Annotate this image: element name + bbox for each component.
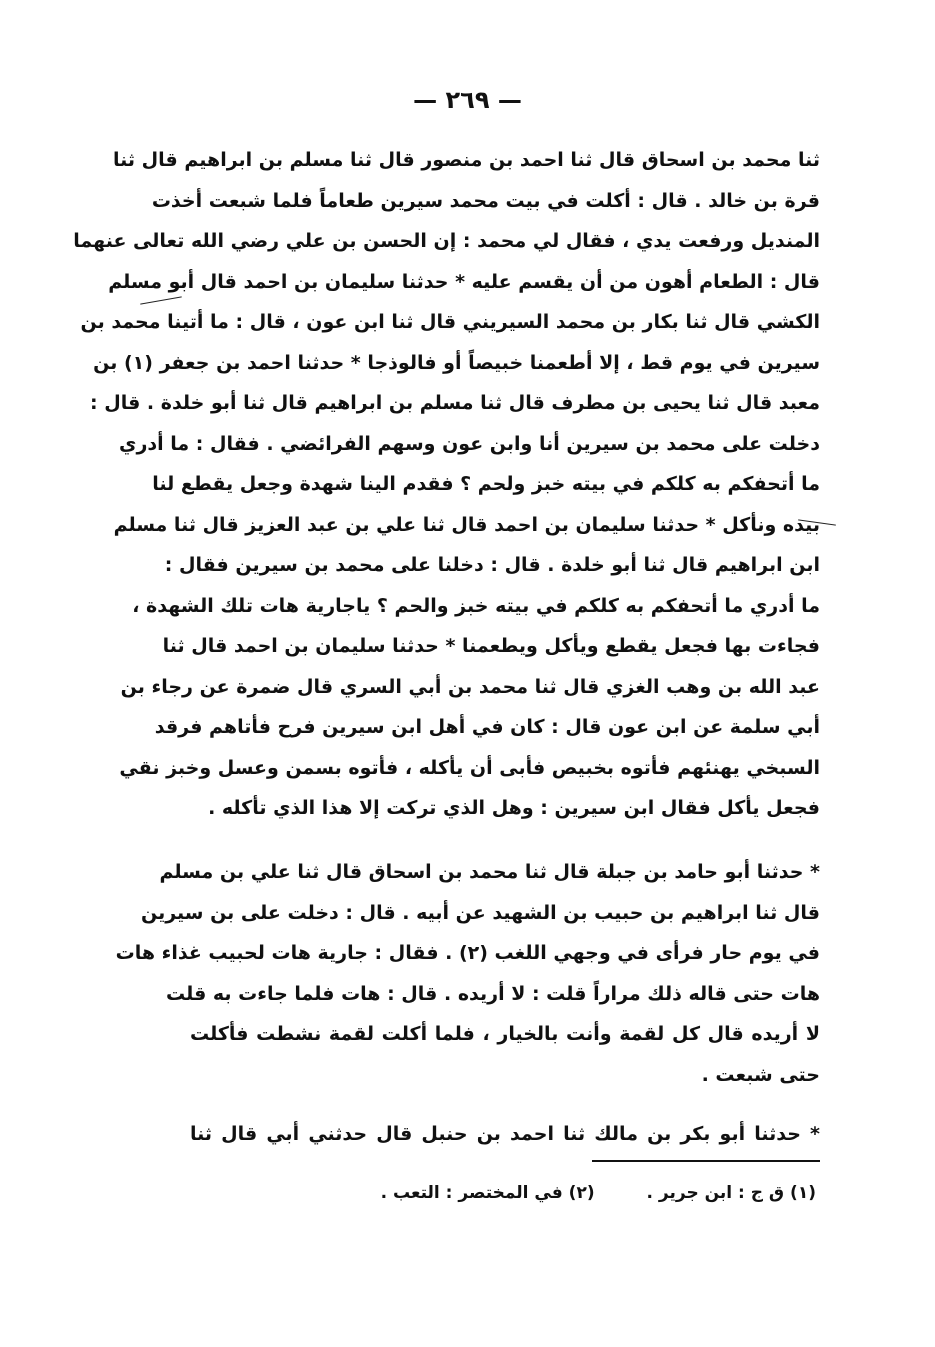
text-line: سيرين في يوم قط ، إلا أطعمنا خبيصاً أو فالوذجا * حدثنا احمد بن جعفر (١) بن bbox=[93, 351, 820, 374]
text-line: ما أدري ما أتحفكم به كلكم في بيته خبز والحم ؟ ياجارية هات تلك الشهدة ، bbox=[132, 594, 820, 617]
text-line: المنديل ورفعت يدي ، فقال لي محمد : إن الحسن بن علي رضي الله تعالى عنهما bbox=[73, 230, 820, 252]
text-line: قال : الطعام أهون من أن يقسم عليه * حدثنا سليمان بن احمد قال أبو مسلم bbox=[108, 270, 820, 293]
text-line: أبي سلمة عن ابن عون قال : كان في أهل ابن سيرين فرح فأتاهم فرقد bbox=[154, 716, 820, 738]
footnote-divider bbox=[592, 1160, 820, 1162]
text-line: عبد الله بن وهب الغزي قال ثنا محمد بن أبي السري قال ضمرة عن رجاء بن bbox=[120, 675, 820, 698]
text-line: * حدثنا أبو حامد بن جبلة قال ثنا محمد بن اسحاق قال ثنا علي بن مسلم bbox=[159, 861, 820, 883]
text-line: * حدثنا أبو بكر بن مالك ثنا احمد بن حنبل قال حدثني أبي قال ثنا bbox=[190, 1123, 820, 1145]
text-line: السبخي يهنئهم فأتوه بخبيص فأبى أن يأكله ، فأتوه بسمن وعسل وخبز نقي bbox=[119, 756, 820, 779]
text-line: هات حتى قاله ذلك مراراً قلت : لا أريده . قال : هات فلما جاءت به قلت bbox=[165, 982, 820, 1005]
text-line: فجاءت بها فجعل يقطع ويأكل ويطعمنا * حدثنا سليمان بن احمد قال ثنا bbox=[162, 635, 820, 657]
text-line: معبد قال ثنا يحيى بن مطرف قال ثنا مسلم بن ابراهيم قال ثنا أبو خلدة . قال : bbox=[90, 392, 820, 414]
paragraph-3 bbox=[190, 1114, 820, 1155]
text-line: قرة بن خالد . قال : أكلت في بيت محمد سيرين طعاماً فلما شبعت أخذت bbox=[151, 189, 820, 212]
text-line: لا أريده قال كل لقمة وأنت بالخيار ، فلما أكلت لقمة نشطت فأكلت bbox=[190, 1023, 820, 1045]
text-line: ما أتحفكم به كلكم في بيته خبز ولحم ؟ فقدم الينا شهدة وجعل يقطع لنا bbox=[152, 473, 820, 495]
footnote-2: (٢) في المختصر : التعب . bbox=[380, 1183, 595, 1203]
text-line: دخلت على محمد بن سيرين أنا وابن عون وسهم الفرائضي . فقال : ما أدري bbox=[119, 432, 820, 455]
footnote-1: (١) ق ج : ابن جرير . bbox=[646, 1183, 816, 1203]
text-line: فجعل يأكل فقال ابن سيرين : وهل الذي تركت إلا هذا الذي تأكله . bbox=[208, 797, 820, 819]
text-line: في يوم حار فرأى في وجهي اللغب (٢) . فقال : جارية هات لحبيب غذاء هات bbox=[115, 942, 820, 964]
text-line: بيده ونأكل * حدثنا سليمان بن احمد قال ثنا علي بن عبد العزيز قال ثنا مسلم bbox=[113, 513, 820, 536]
text-line: ثنا محمد بن اسحاق قال ثنا احمد بن منصور قال ثنا مسلم بن ابراهيم قال ثنا bbox=[113, 149, 820, 171]
text-line: ابن ابراهيم قال ثنا أبو خلدة . قال : دخلنا على محمد بن سيرين فقال : bbox=[164, 554, 820, 576]
text-line: الكشي قال ثنا بكار بن محمد السيريني قال ثنا ابن عون ، قال : ما أتينا محمد بن bbox=[80, 311, 820, 333]
paragraph-2 bbox=[115, 852, 820, 1095]
footnotes bbox=[360, 1176, 816, 1210]
paragraph-1 bbox=[73, 140, 820, 829]
text-line: قال ثنا ابراهيم بن حبيب بن الشهيد عن أبيه . قال : دخلت على بن سيرين bbox=[140, 901, 820, 924]
text-line: حتى شبعت . bbox=[701, 1063, 820, 1086]
page-number: — ٢٦٩ — bbox=[413, 86, 522, 114]
